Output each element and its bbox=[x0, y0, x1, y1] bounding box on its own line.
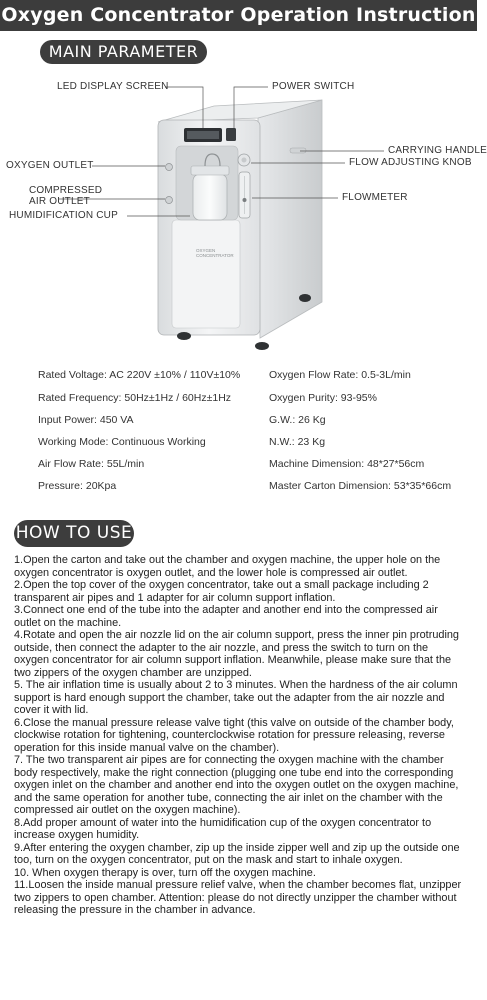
device-front-label: OXYGEN CONCENTRATOR bbox=[196, 248, 234, 258]
instruction-step: 4.Rotate and open the air nozzle lid on the air column support, press the inner pin protruding outside, then connect the adapter to the air nozzle, and press the switch to turn on the oxygen concentrator for air column support inflation. Meanwhile, please make sure that the two zippers of the oxygen chamber are unzipped. bbox=[14, 629, 459, 679]
instruction-step: 6.Close the manual pressure release valve tight (this valve on outside of the chamber body, clockwise rotation for tightening, counterclockwise rotation for pressure releasing, reverse operation for this inside manual valve on the chamber). bbox=[14, 716, 454, 754]
parameter-table bbox=[0, 365, 477, 500]
callout-led-display-screen: LED DISPLAY SCREEN bbox=[57, 81, 169, 92]
param-value: 26 Kg bbox=[298, 414, 326, 426]
instruction-step: 11.Loosen the inside manual pressure relief valve, when the chamber becomes flat, unzipper two zippers to open chamber. Attention: please do not directly unzipper the chamber without releasing the pressure in the chamber in advance. bbox=[14, 879, 462, 916]
instruction-step: 3.Connect one end of the tube into the adapter and another end into the compressed air outlet on the machine. bbox=[14, 604, 438, 629]
param-label: G.W.: bbox=[269, 414, 296, 426]
param-oxygen-flow-rate bbox=[269, 369, 411, 381]
param-oxygen-purity bbox=[269, 392, 377, 404]
instruction-step: 5. The air inflation time is usually about 2 to 3 minutes. When the hardness of the air column support is hard enough support the chamber, take out the adapter from the air nozzle and cover it with lid. bbox=[14, 679, 458, 716]
param-label: Master Carton Dimension: bbox=[269, 480, 391, 492]
param-value: 48*27*56cm bbox=[367, 458, 425, 470]
param-value: AC 220V ±10% / 110V±10% bbox=[109, 369, 241, 381]
product-diagram bbox=[0, 70, 487, 360]
callout-carrying-handle: CARRYING HANDLE bbox=[388, 145, 487, 156]
callout-compressed-air-outlet-line2: AIR OUTLET bbox=[29, 196, 90, 207]
param-label: Pressure: bbox=[38, 480, 83, 492]
instruction-step: 10. When oxygen therapy is over, turn off the oxygen machine. bbox=[14, 866, 316, 879]
how-to-use-heading: HOW TO USE bbox=[14, 520, 134, 547]
instructions-list bbox=[14, 554, 466, 917]
param-value: 50Hz±1Hz / 60Hz±1Hz bbox=[124, 392, 232, 404]
param-working-mode bbox=[38, 436, 206, 448]
param-label: Machine Dimension: bbox=[269, 458, 365, 470]
param-label: Working Mode: bbox=[38, 436, 109, 448]
instruction-step: 8.Add proper amount of water into the humidification cup of the oxygen concentrator to increase oxygen humidity. bbox=[14, 816, 432, 841]
param-label: Input Power: bbox=[38, 414, 97, 426]
instruction-step: 1.Open the carton and take out the chamber and oxygen machine, the upper hole on the oxygen concentrator is oxygen outlet, and the lower hole is compressed air outlet. bbox=[14, 554, 441, 579]
param-gross-weight bbox=[269, 414, 326, 426]
instruction-step: 7. The two transparent air pipes are for connecting the oxygen machine with the chamber body respectively, make the right connection (plugging one tube end into the corresponding oxygen inlet on the chamber and another end into the oxygen outlet on the oxygen machine, and the same operation for another tube, connecting the air inlet on the chamber with the compressed air outlet on the oxygen machine). bbox=[14, 754, 459, 816]
instruction-step: 9.After entering the oxygen chamber, zip up the inside zipper well and zip up the outside one too, turn on the oxygen concentrator, put on the mask and start to inhale oxygen. bbox=[14, 841, 460, 866]
param-rated-voltage bbox=[38, 369, 240, 381]
param-label: Air Flow Rate: bbox=[38, 458, 104, 470]
param-value: 53*35*66cm bbox=[393, 480, 452, 492]
param-label: Oxygen Purity: bbox=[269, 392, 338, 404]
param-value: 93-95% bbox=[340, 392, 377, 404]
param-pressure bbox=[38, 480, 116, 492]
param-rated-frequency bbox=[38, 392, 231, 404]
param-label: N.W.: bbox=[269, 436, 295, 448]
callout-flowmeter: FLOWMETER bbox=[342, 192, 408, 203]
param-value: 23 Kg bbox=[297, 436, 326, 448]
callout-flow-adjusting-knob: FLOW ADJUSTING KNOB bbox=[349, 157, 472, 168]
callout-oxygen-outlet: OXYGEN OUTLET bbox=[6, 160, 94, 171]
param-master-carton-dimension bbox=[269, 480, 451, 492]
param-label: Oxygen Flow Rate: bbox=[269, 369, 359, 381]
param-input-power bbox=[38, 414, 134, 426]
main-parameter-heading: MAIN PARAMETER bbox=[40, 40, 207, 64]
instruction-step: 2.Open the top cover of the oxygen concentrator, take out a small package including 2 transparent air pipes and 1 adapter for air column support inflation. bbox=[14, 579, 429, 604]
param-label: Rated Frequency: bbox=[38, 392, 122, 404]
callout-compressed-air-outlet-line1: COMPRESSED bbox=[29, 185, 103, 196]
param-label: Rated Voltage: bbox=[38, 369, 107, 381]
param-value: 0.5-3L/min bbox=[361, 369, 411, 381]
page-title: Oxygen Concentrator Operation Instruction bbox=[0, 0, 477, 31]
param-net-weight bbox=[269, 436, 325, 448]
param-value: 55L/min bbox=[106, 458, 145, 470]
callout-power-switch: POWER SWITCH bbox=[272, 81, 355, 92]
param-value: Continuous Working bbox=[111, 436, 206, 448]
param-value: 450 VA bbox=[99, 414, 134, 426]
param-machine-dimension bbox=[269, 458, 424, 470]
callout-humidification-cup: HUMIDIFICATION CUP bbox=[9, 210, 118, 221]
param-air-flow-rate bbox=[38, 458, 144, 470]
param-value: 20Kpa bbox=[85, 480, 117, 492]
